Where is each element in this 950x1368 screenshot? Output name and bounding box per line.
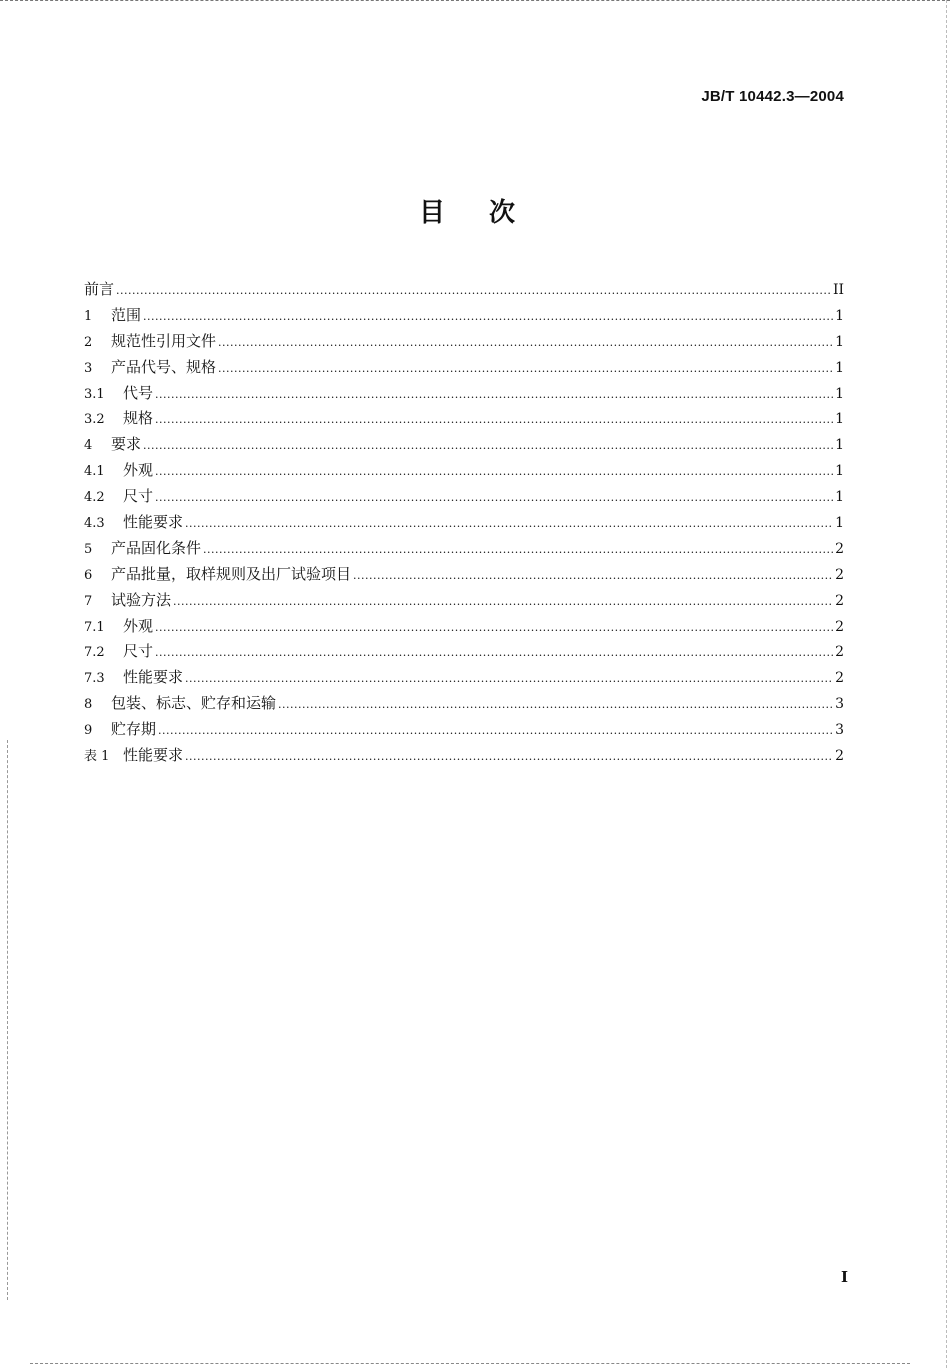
toc-entry-number: 4.2 [84,490,105,506]
toc-entry-page: 1 [835,307,844,324]
toc-entry-number: 4 [84,438,93,454]
toc-leader-dots [185,511,833,537]
toc-entry-title: 外观 [123,616,154,635]
toc-leader-dots [185,666,833,692]
toc-entry-title: 尺寸 [123,487,154,506]
toc-entry-page: 1 [835,385,844,402]
toc-entry[interactable] [84,536,844,562]
toc-entry[interactable] [84,562,844,588]
scan-edge-top [0,0,950,5]
toc-leader-dots [218,356,833,382]
toc-leader-dots [155,485,833,511]
toc-entry-page: 2 [835,540,844,557]
toc-entry-title: 性能要求 [123,513,184,532]
toc-leader-dots [143,304,833,330]
toc-entry[interactable] [84,381,844,407]
toc-entry-page: 1 [835,515,844,532]
toc-leader-dots [158,718,833,744]
toc-entry[interactable] [84,588,844,614]
toc-entry-page: 2 [835,644,844,661]
toc-entry[interactable] [84,743,844,769]
toc-leader-dots [278,692,833,718]
toc-entry-page: 2 [835,592,844,609]
toc-leader-dots [155,640,833,666]
toc-entry[interactable] [84,406,844,432]
toc-entry-number: 7.3 [84,671,105,687]
toc-entry-title: 试验方法 [111,590,172,609]
toc-leader-dots [155,382,833,408]
toc-entry-title: 贮存期 [111,720,157,739]
toc-entry-title: 规格 [123,409,154,428]
toc-entry-number: 3 [84,360,93,376]
toc-entry-page: 1 [835,463,844,480]
table-of-contents [84,277,844,769]
toc-entry-title: 范围 [111,305,142,324]
scan-edge-bottom [30,1363,910,1364]
toc-entry-page: II [832,282,844,298]
toc-leader-dots [155,407,833,433]
toc-entry[interactable] [84,614,844,640]
toc-leader-dots [143,433,833,459]
toc-entry[interactable] [84,458,844,484]
toc-entry[interactable] [84,717,844,743]
toc-entry[interactable] [84,665,844,691]
toc-entry[interactable] [84,484,844,510]
title-char-2: 次 [489,198,516,228]
toc-leader-dots [155,459,833,485]
toc-entry-title: 外观 [123,461,154,480]
document-code: JB/T 10442.3—2004 [701,88,844,105]
toc-entry-page: 1 [835,437,844,454]
toc-entry-page: 3 [835,696,844,713]
toc-entry-page: 1 [835,359,844,376]
toc-entry-number: 表 1 [84,749,110,765]
toc-entry-page: 1 [835,489,844,506]
toc-entry-page: 2 [835,670,844,687]
toc-entry-page: 2 [835,618,844,635]
toc-entry-title: 性能要求 [123,668,184,687]
toc-entry[interactable] [84,691,844,717]
toc-entry-page: 1 [835,411,844,428]
page-number: I [840,1268,848,1286]
toc-entry-number: 8 [84,697,93,713]
toc-entry-number: 7 [84,593,93,609]
scan-edge-left [7,740,8,1300]
toc-leader-dots [185,744,833,770]
toc-entry[interactable] [84,432,844,458]
toc-leader-dots [218,330,833,356]
toc-entry-page: 2 [835,748,844,765]
toc-entry-number: 1 [84,308,93,324]
page-title [0,192,934,229]
toc-leader-dots [173,589,833,615]
toc-entry-number: 7.1 [84,619,105,635]
toc-entry-title: 产品固化条件 [111,538,202,557]
toc-entry-page: 1 [835,333,844,350]
toc-entry-title: 代号 [123,383,154,402]
toc-entry[interactable] [84,355,844,381]
toc-entry-number: 4.3 [84,516,105,532]
toc-entry[interactable] [84,510,844,536]
toc-entry-title: 要求 [111,435,142,454]
toc-entry-number: 7.2 [84,645,105,661]
toc-entry-page: 3 [835,722,844,739]
toc-entry[interactable] [84,277,844,303]
toc-entry-number: 3.1 [84,386,105,402]
toc-leader-dots [116,278,831,304]
toc-entry-number: 3.2 [84,412,105,428]
toc-entry-number: 4.1 [84,464,105,480]
toc-leader-dots [203,537,833,563]
toc-leader-dots [155,615,833,641]
toc-entry-title: 产品批量，取样规则及出厂试验项目 [111,564,352,583]
toc-entry-title: 尺寸 [123,642,154,661]
toc-entry-title: 产品代号、规格 [111,357,217,376]
title-char-1: 目 [418,198,445,228]
toc-entry-title: 规范性引用文件 [111,331,217,350]
toc-entry-number: 2 [84,334,93,350]
toc-entry[interactable] [84,639,844,665]
toc-entry-title: 包装、标志、贮存和运输 [111,694,277,713]
toc-entry-number: 6 [84,567,93,583]
toc-entry-title: 性能要求 [123,746,184,765]
scan-edge-right [946,0,947,1368]
toc-entry[interactable] [84,303,844,329]
toc-leader-dots [353,563,833,589]
toc-entry-title: 前言 [84,280,115,298]
toc-entry-number: 9 [84,723,93,739]
toc-entry-page: 2 [835,566,844,583]
toc-entry[interactable] [84,329,844,355]
toc-entry-number: 5 [84,541,93,557]
